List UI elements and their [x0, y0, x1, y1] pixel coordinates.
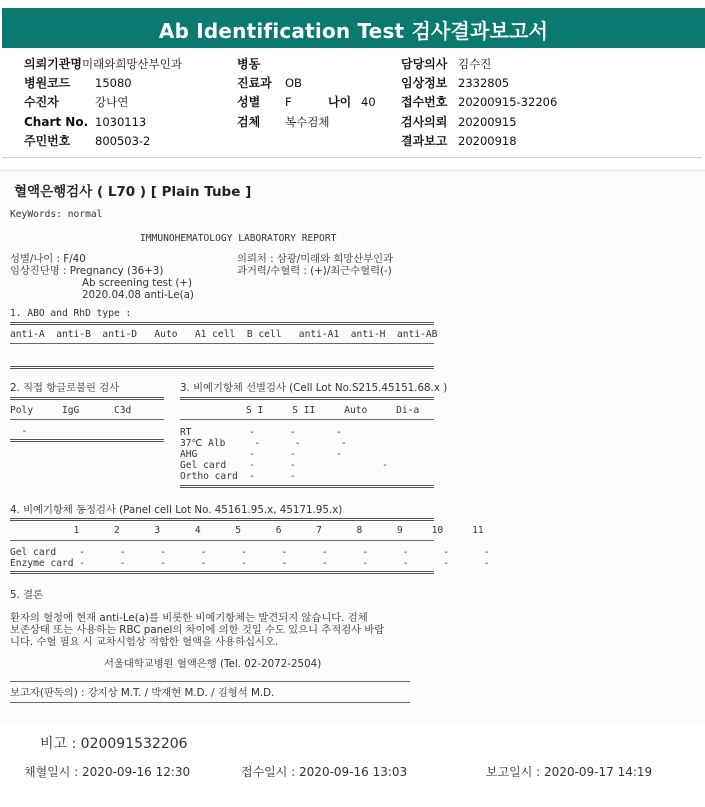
screen-section-title: 3. 비예기항체 선별검사 (Cell Lot No.S215.45151.68.x ) — [180, 382, 448, 394]
abo-section-title: 1. ABO and RhD type : — [10, 308, 132, 319]
ward-label: 병동 — [237, 57, 261, 71]
panel-bottom-rule — [10, 571, 434, 574]
blood-bank-line: 서울대학교병원 혈액은행 (Tel. 02-2072-2504) — [104, 658, 322, 670]
doctor-label: 담당의사 — [401, 57, 448, 71]
screen-top-rule — [180, 397, 434, 400]
patient-name-label: 수진자 — [24, 95, 59, 109]
panel-row: Enzyme card - - - - - - - - - - - — [10, 558, 490, 569]
reporter-bottom-rule — [10, 702, 410, 703]
dat-bottom-rule — [10, 439, 164, 442]
screen-bottom-rule — [180, 485, 434, 488]
lab-report-title: IMMUNOHEMATOLOGY LABORATORY REPORT — [140, 233, 337, 244]
sex-age-line: 성별/나이 : F/40 — [10, 253, 86, 265]
chart-no-value: 1030113 — [95, 115, 147, 129]
hospital-code-field — [24, 76, 132, 90]
panel-section-title: 4. 비예기항체 동정검사 (Panel cell Lot No. 45161.95.x, 45171.95.x) — [10, 504, 343, 516]
institution-value: 미래와희망산부인과 — [82, 57, 182, 71]
dat-values: - — [10, 426, 28, 437]
receipt-no-label: 접수번호 — [401, 95, 448, 109]
panel-headers: 1 2 3 4 5 6 7 8 9 10 11 — [10, 525, 484, 536]
screen-row: Ortho card - - — [180, 471, 296, 482]
institution-field — [24, 57, 182, 71]
dat-section-title: 2. 직접 항글로불린 검사 — [10, 382, 120, 394]
report-section-title: 혈액은행검사 ( L70 ) [ Plain Tube ] — [14, 184, 252, 200]
dat-headers: Poly IgG C3d — [10, 405, 132, 416]
resident-no-label: 주민번호 — [24, 134, 71, 148]
diagnosis-line: 임상진단명 : Pregnancy (36+3) — [10, 265, 164, 277]
transfusion-line: 과거력/수혈력 : (+)/최근수혈력(-) — [237, 265, 392, 277]
remark-line: 비고 : 020091532206 — [40, 736, 188, 752]
sex-field — [237, 95, 292, 109]
reporter-top-rule — [10, 681, 410, 682]
screen-row: RT - - - — [180, 427, 342, 438]
conclusion-line: 니다. 수혈 필요 시 교차시험상 적합한 혈액을 사용하십시오. — [10, 636, 279, 648]
resident-no-value: 800503-2 — [95, 134, 151, 148]
age-label: 나이 — [328, 95, 352, 109]
dat-top-rule — [10, 397, 164, 400]
specimen-label: 검체 — [237, 115, 261, 129]
header-divider — [2, 157, 702, 158]
receipt-no-field — [401, 95, 558, 109]
receipt-no-value: 20200915-32206 — [458, 95, 558, 109]
abo-top-rule — [10, 322, 434, 325]
age-field — [328, 95, 376, 109]
report-date-field — [401, 134, 517, 148]
specimen-value: 복수검체 — [285, 115, 330, 129]
clinical-info-field — [401, 76, 510, 90]
doctor-field — [401, 57, 492, 71]
page-title: Ab Identification Test 검사결과보고서 — [158, 19, 549, 43]
chart-no-field — [24, 115, 147, 129]
department-value: OB — [285, 76, 302, 90]
received-time: 접수일시 : 2020-09-16 13:03 — [241, 765, 408, 779]
institution-label: 의뢰기관명 — [24, 57, 82, 71]
panel-mid-rule — [10, 540, 434, 541]
request-date-value: 20200915 — [458, 115, 517, 129]
abo-mid-rule — [10, 343, 434, 344]
hospital-code-value: 15080 — [95, 76, 132, 90]
abo-bottom-rule — [10, 366, 434, 369]
abo-headers: anti-A anti-B anti-D Auto A1 cell B cell anti-A1 anti-H anti-AB — [10, 329, 438, 340]
screen-row: AHG - - - — [180, 449, 342, 460]
conclusion-line: 보존상태 또는 사용하는 RBC panel의 차이에 의한 것일 수도 있으니 추적검사 바랍 — [10, 624, 385, 636]
doctor-value: 김수진 — [458, 57, 492, 71]
chart-no-label: Chart No. — [24, 115, 89, 129]
patient-name-field — [24, 95, 129, 109]
screen-headers: S I S II Auto Di-a — [246, 405, 420, 416]
panel-top-rule — [10, 518, 434, 521]
patient-name-value: 강나연 — [95, 95, 129, 109]
report-title-bar — [2, 8, 705, 48]
request-date-field — [401, 115, 517, 129]
conclusion-line: 환자의 혈청에 현재 anti-Le(a)를 비롯한 비예기항체는 발견되지 않습니다. 검체 — [10, 612, 368, 624]
sex-label: 성별 — [237, 95, 261, 109]
age-value: 40 — [361, 95, 376, 109]
conclusion-title: 5. 결론 — [10, 589, 43, 601]
panel-row: Gel card - - - - - - - - - - - — [10, 547, 490, 558]
clinical-info-value: 2332805 — [458, 76, 510, 90]
resident-no-field — [24, 134, 151, 148]
diagnosis-line-3: 2020.04.08 anti-Le(a) — [82, 289, 194, 301]
request-date-label: 검사의뢰 — [401, 115, 448, 129]
diagnosis-line-2: Ab screening test (+) — [82, 277, 192, 289]
screen-row: 37℃ Alb - - - — [180, 438, 347, 449]
sex-value: F — [285, 95, 292, 109]
dat-mid-rule — [10, 419, 164, 420]
report-date-label: 결과보고 — [401, 134, 448, 148]
department-label: 진료과 — [237, 76, 272, 90]
reporter-line: 보고자(판독의) : 강지상 M.T. / 박재현 M.D. / 김형석 M.D. — [10, 687, 275, 699]
screen-row: Gel card - - - — [180, 460, 388, 471]
reported-time: 보고일시 : 2020-09-17 14:19 — [486, 765, 653, 779]
department-field — [237, 76, 302, 90]
ward-field — [237, 57, 260, 71]
hospital-code-label: 병원코드 — [24, 76, 71, 90]
report-body — [0, 170, 705, 725]
clinical-info-label: 임상정보 — [401, 76, 448, 90]
report-date-value: 20200918 — [458, 134, 517, 148]
specimen-field — [237, 115, 330, 129]
referrer-line: 의뢰처 : 삼광/미래와 희망산부인과 — [237, 253, 394, 265]
collected-time: 채혈일시 : 2020-09-16 12:30 — [24, 765, 191, 779]
keywords: KeyWords: normal — [10, 209, 103, 220]
screen-mid-rule — [180, 419, 434, 420]
